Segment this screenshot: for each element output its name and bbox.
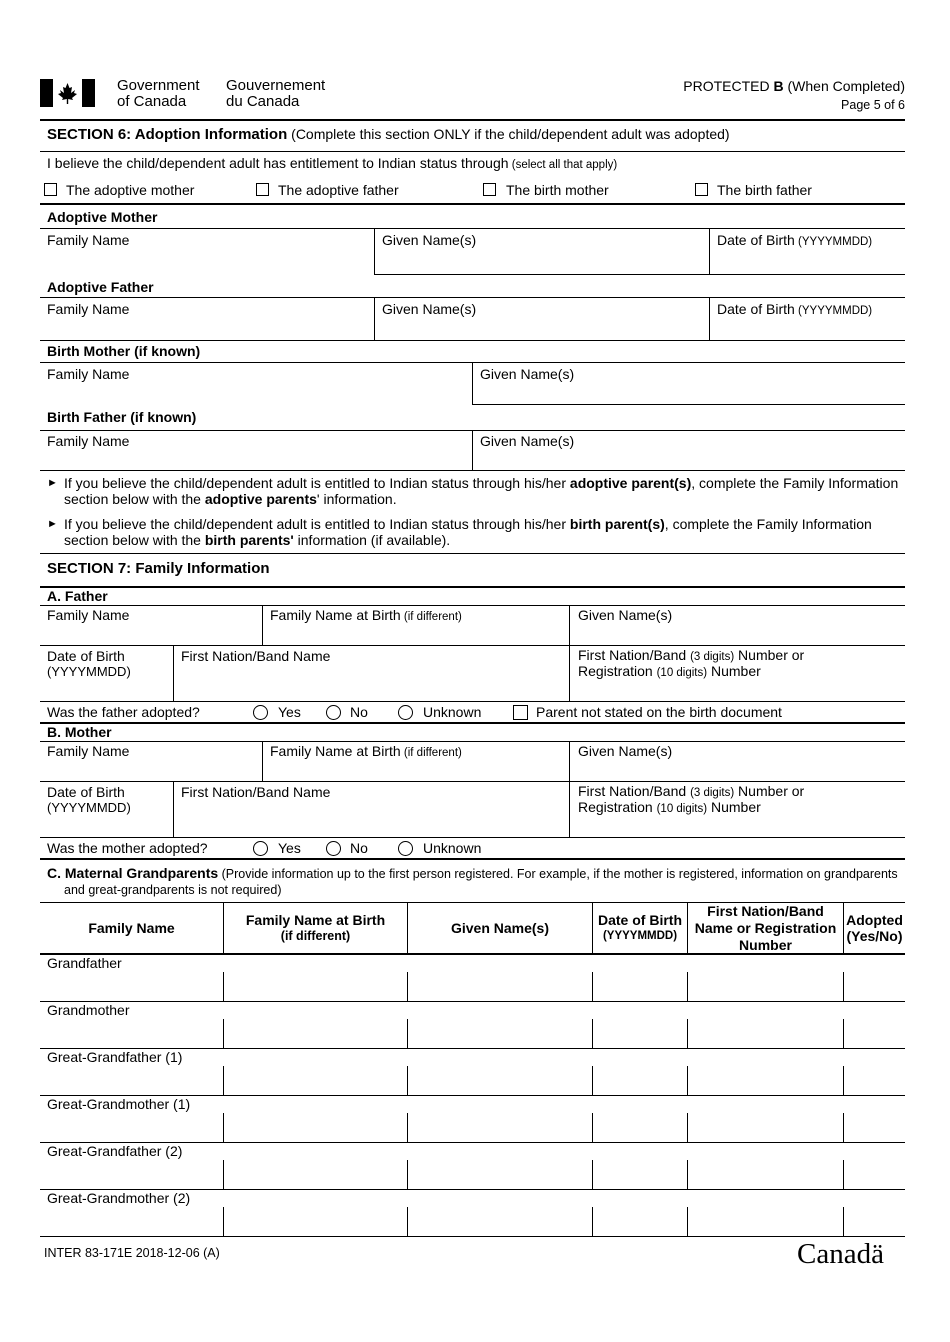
gp-family-name-birth-field[interactable] [224,1020,406,1047]
f-family-name-label: Family Name [47,607,130,623]
option-birth-father: The birth father [717,182,812,198]
gp-row-label: Great-Grandmother (1) [47,1096,191,1112]
am-given-names-label: Given Name(s) [382,232,477,248]
af-dob-field[interactable] [710,318,904,338]
gp-dob-field[interactable] [593,1020,686,1047]
mother-adopted-unknown-radio[interactable] [398,841,413,856]
father-adopted-label: Was the father adopted? [47,704,200,720]
gp-family-name-field[interactable] [41,1020,222,1047]
section7-title: SECTION 7: Family Information [47,560,270,577]
af-dob-label: Date of Birth (YYYYMMDD) [717,301,873,317]
father-adopted-unknown-label: Unknown [423,704,482,720]
gp-given-names-field[interactable] [408,1020,591,1047]
bm-given-names-label: Given Name(s) [480,366,575,382]
gp-given-names-field[interactable] [408,1067,591,1094]
m-given-names-field[interactable] [570,760,904,780]
bm-family-name-label: Family Name [47,366,130,382]
protected-label: PROTECTED B (When Completed) [683,78,905,94]
col-header-adopted: Adopted (Yes/No) [846,912,903,944]
parent-not-stated-label: Parent not stated on the birth document [536,704,782,720]
col-header-family-name: Family Name [88,920,175,936]
m-dob-label-2: (YYYYMMDD) [47,800,131,815]
checkbox-adoptive-father[interactable] [256,183,269,196]
gp-dob-field[interactable] [593,1114,686,1141]
f-dob-label-1: Date of Birth [47,648,125,664]
m-band-number-label-2: Registration (10 digits) Number [578,799,761,815]
father-adopted-yes-label: Yes [278,704,301,720]
f-band-name-label: First Nation/Band Name [181,648,331,664]
am-dob-label: Date of Birth (YYYYMMDD) [717,232,873,248]
birth-mother-heading: Birth Mother (if known) [47,343,201,359]
adoptive-mother-heading: Adoptive Mother [47,209,158,225]
mother-adopted-no-radio[interactable] [326,841,341,856]
gp-given-names-field[interactable] [408,973,591,1000]
f-family-name-birth-field[interactable] [263,624,568,644]
m-band-name-field[interactable] [174,804,568,836]
gp-dob-field[interactable] [593,1161,686,1188]
bm-family-name-field[interactable] [40,383,471,403]
gp-adopted-field[interactable] [844,973,904,1000]
section6-top-rule [40,119,905,121]
gp-adopted-field[interactable] [844,1161,904,1188]
f-family-name-birth-label: Family Name at Birth (if different) [270,607,462,623]
col-header-band: First Nation/Band Name or Registration Number [694,902,837,953]
note2-arrow-icon: ► [47,518,58,530]
gp-family-name-field[interactable] [41,1208,222,1235]
note1: If you believe the child/dependent adult is entitled to Indian status through his/her adoptive parent(s), complete the Family Information section below with the adoptive parents' information. [64,475,899,507]
bf-family-name-field[interactable] [40,450,471,469]
f-given-names-label: Given Name(s) [578,607,673,623]
f-band-number-label-1: First Nation/Band (3 digits) Number or [578,647,805,663]
gp-band-field[interactable] [688,973,842,1000]
bm-given-names-field[interactable] [473,383,904,403]
father-adopted-no-label: No [350,704,368,720]
section6-title: SECTION 6: Adoption Information (Complete this section ONLY if the child/dependent adult was adopted) [47,126,730,143]
checkbox-adoptive-mother[interactable] [44,183,57,196]
af-family-name-field[interactable] [40,318,373,338]
entitlement-text: I believe the child/dependent adult has entitlement to Indian status through (select all that apply) [47,155,618,171]
mother-adopted-yes-radio[interactable] [253,841,268,856]
gp-row-label: Grandmother [47,1002,130,1018]
m-family-name-label: Family Name [47,743,130,759]
am-family-name-field[interactable] [40,250,373,272]
gov-en-line1: Government [117,77,200,94]
bf-given-names-label: Given Name(s) [480,433,575,449]
gp-dob-field[interactable] [593,1067,686,1094]
birth-father-heading: Birth Father (if known) [47,409,197,425]
gp-band-field[interactable] [688,1161,842,1188]
af-given-names-label: Given Name(s) [382,301,477,317]
gp-adopted-field[interactable] [844,1114,904,1141]
m-given-names-label: Given Name(s) [578,743,673,759]
am-given-names-field[interactable] [375,250,708,272]
note2: If you believe the child/dependent adult is entitled to Indian status through his/her birth parent(s), complete the Family Information section below with the birth parents' information (if available). [64,516,872,548]
m-dob-label-1: Date of Birth [47,784,125,800]
am-dob-field[interactable] [710,250,904,272]
gp-given-names-field[interactable] [408,1208,591,1235]
adoptive-father-heading: Adoptive Father [47,279,154,295]
m-family-name-field[interactable] [40,760,261,780]
m-family-name-birth-label: Family Name at Birth (if different) [270,743,462,759]
form-id: INTER 83-171E 2018-12-06 (A) [44,1246,220,1260]
page-number: Page 5 of 6 [841,98,905,112]
af-family-name-label: Family Name [47,301,130,317]
am-family-name-label: Family Name [47,232,130,248]
gp-family-name-birth-field[interactable] [224,973,406,1000]
m-band-number-field[interactable] [570,818,904,836]
checkbox-birth-father[interactable] [695,183,708,196]
option-adoptive-father: The adoptive father [278,182,399,198]
option-birth-mother: The birth mother [506,182,609,198]
gp-band-field[interactable] [688,1114,842,1141]
col-header-dob: Date of Birth (YYYYMMDD) [598,912,682,942]
gp-family-name-field[interactable] [41,973,222,1000]
f-band-number-field[interactable] [570,682,904,700]
gp-band-field[interactable] [688,1067,842,1094]
f-dob-label-2: (YYYYMMDD) [47,664,131,679]
parent-not-stated-checkbox[interactable] [513,705,528,720]
father-adopted-unknown-radio[interactable] [398,705,413,720]
gp-family-name-field[interactable] [41,1114,222,1141]
gp-family-name-field[interactable] [41,1161,222,1188]
gp-dob-field[interactable] [593,973,686,1000]
gp-family-name-birth-field[interactable] [224,1208,406,1235]
mother-heading: B. Mother [47,724,112,740]
mother-adopted-label: Was the mother adopted? [47,840,208,856]
af-given-names-field[interactable] [375,318,708,338]
gov-fr-line2: du Canada [226,93,300,110]
father-adopted-no-radio[interactable] [326,705,341,720]
gp-row-label: Great-Grandfather (2) [47,1143,183,1159]
mother-adopted-yes-label: Yes [278,840,301,856]
f-family-name-field[interactable] [40,624,261,644]
checkbox-birth-mother[interactable] [483,183,496,196]
gp-band-field[interactable] [688,1020,842,1047]
m-dob-field[interactable] [40,818,172,836]
canada-flag-logo [40,79,95,110]
gp-row-label: Great-Grandfather (1) [47,1049,183,1065]
gp-family-name-birth-field[interactable] [224,1114,406,1141]
gp-band-field[interactable] [688,1208,842,1235]
gp-row-label: Grandfather [47,955,122,971]
gp-given-names-field[interactable] [408,1114,591,1141]
gp-family-name-birth-field[interactable] [224,1161,406,1188]
f-band-name-field[interactable] [174,668,568,700]
canada-wordmark: Canadä [797,1238,884,1270]
gp-family-name-field[interactable] [41,1067,222,1094]
gp-family-name-birth-field[interactable] [224,1067,406,1094]
grandparents-heading: C. Maternal Grandparents (Provide information up to the first person registered. For example, if the mother is registered, information on grandparents and great-grandparents is not required) [47,865,898,897]
gp-row-label: Great-Grandmother (2) [47,1190,191,1206]
gp-adopted-field[interactable] [844,1020,904,1047]
col-header-given-names: Given Name(s) [450,920,550,936]
m-family-name-birth-field[interactable] [263,760,568,780]
gp-given-names-field[interactable] [408,1161,591,1188]
bf-family-name-label: Family Name [47,433,130,449]
f-band-number-label-2: Registration (10 digits) Number [578,663,761,679]
f-given-names-field[interactable] [570,624,904,644]
father-heading: A. Father [47,588,108,604]
gp-adopted-field[interactable] [844,1208,904,1235]
note1-arrow-icon: ► [47,477,58,489]
gov-fr-line1: Gouvernement [226,77,326,94]
m-band-number-label-1: First Nation/Band (3 digits) Number or [578,783,805,799]
m-band-name-label: First Nation/Band Name [181,784,331,800]
gp-dob-field[interactable] [593,1208,686,1235]
gov-en-line2: of Canada [117,93,187,110]
col-header-family-name-birth: Family Name at Birth (if different) [245,912,386,943]
f-dob-field[interactable] [40,682,172,700]
gp-adopted-field[interactable] [844,1067,904,1094]
mother-adopted-unknown-label: Unknown [423,840,482,856]
bf-given-names-field[interactable] [473,450,904,469]
father-adopted-yes-radio[interactable] [253,705,268,720]
option-adoptive-mother: The adoptive mother [66,182,195,198]
mother-adopted-no-label: No [350,840,368,856]
